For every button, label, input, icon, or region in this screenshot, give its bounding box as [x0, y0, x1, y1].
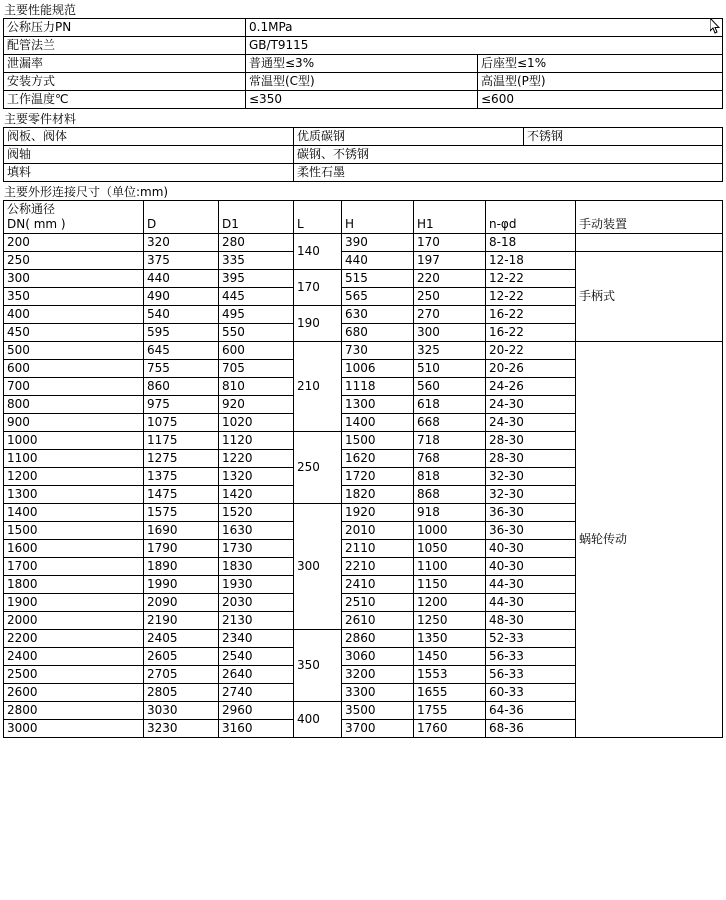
cell-dn: 1800	[4, 576, 144, 594]
cell-d1: 1730	[219, 540, 294, 558]
column-header: L	[294, 201, 342, 234]
table-row	[4, 146, 723, 164]
cell-h: 3200	[342, 666, 414, 684]
cell-h: 440	[342, 252, 414, 270]
cell-h1: 1760	[414, 720, 486, 738]
cell-l: 400	[294, 702, 342, 738]
cell-d1: 810	[219, 378, 294, 396]
cell-d: 1690	[144, 522, 219, 540]
cell-h1: 510	[414, 360, 486, 378]
cell-d1: 2960	[219, 702, 294, 720]
spec-label: 安装方式	[4, 73, 246, 91]
cell-nd: 20-22	[486, 342, 576, 360]
cell-d1: 2030	[219, 594, 294, 612]
cell-d: 1275	[144, 450, 219, 468]
cell-nd: 60-33	[486, 684, 576, 702]
cell-d1: 2740	[219, 684, 294, 702]
cell-h1: 818	[414, 468, 486, 486]
cell-h: 2410	[342, 576, 414, 594]
cell-dn: 2500	[4, 666, 144, 684]
material-section-title: 主要零件材料	[4, 112, 77, 126]
column-header: 公称通径 DN( mm )	[4, 201, 144, 234]
cell-h: 730	[342, 342, 414, 360]
cell-nd: 56-33	[486, 648, 576, 666]
cell-l: 190	[294, 306, 342, 342]
cell-dn: 1300	[4, 486, 144, 504]
cell-dn: 800	[4, 396, 144, 414]
cell-h: 2010	[342, 522, 414, 540]
spec-section-title: 主要性能规范	[4, 3, 77, 17]
cell-dn: 3000	[4, 720, 144, 738]
column-header: H1	[414, 201, 486, 234]
cell-d1: 705	[219, 360, 294, 378]
table-row	[4, 252, 723, 270]
spec-value: 常温型(C型)	[246, 73, 478, 91]
cell-h: 680	[342, 324, 414, 342]
cell-h1: 1655	[414, 684, 486, 702]
cell-h1: 668	[414, 414, 486, 432]
cell-d1: 2130	[219, 612, 294, 630]
cell-nd: 16-22	[486, 306, 576, 324]
cell-d1: 920	[219, 396, 294, 414]
cell-dn: 900	[4, 414, 144, 432]
material-value: 碳钢、不锈钢	[294, 146, 723, 164]
cell-nd: 24-30	[486, 396, 576, 414]
cell-h1: 560	[414, 378, 486, 396]
column-header: H	[342, 201, 414, 234]
cell-dn: 2000	[4, 612, 144, 630]
spec-value: 高温型(P型)	[478, 73, 723, 91]
cell-dn: 600	[4, 360, 144, 378]
cell-d1: 1930	[219, 576, 294, 594]
spec-value: GB/T9115	[246, 37, 723, 55]
cell-h: 390	[342, 234, 414, 252]
cell-d: 3030	[144, 702, 219, 720]
column-header: D	[144, 201, 219, 234]
cell-nd: 68-36	[486, 720, 576, 738]
cell-h: 1500	[342, 432, 414, 450]
cell-nd: 8-18	[486, 234, 576, 252]
cell-d: 320	[144, 234, 219, 252]
cell-dn: 300	[4, 270, 144, 288]
cell-dn: 450	[4, 324, 144, 342]
spec-value: ≤600	[478, 91, 723, 109]
dimension-table-body	[4, 201, 723, 738]
cell-nd: 24-26	[486, 378, 576, 396]
cell-dn: 1700	[4, 558, 144, 576]
cell-nd: 16-22	[486, 324, 576, 342]
dimension-table	[3, 200, 723, 738]
cell-dn: 700	[4, 378, 144, 396]
cell-l: 250	[294, 432, 342, 504]
cell-h: 1300	[342, 396, 414, 414]
cell-d1: 1520	[219, 504, 294, 522]
spec-label: 泄漏率	[4, 55, 246, 73]
cell-h1: 250	[414, 288, 486, 306]
cell-d1: 495	[219, 306, 294, 324]
cell-nd: 44-30	[486, 576, 576, 594]
cell-d: 595	[144, 324, 219, 342]
cell-d: 540	[144, 306, 219, 324]
cell-h1: 1250	[414, 612, 486, 630]
cell-d1: 335	[219, 252, 294, 270]
cell-nd: 12-22	[486, 288, 576, 306]
cell-dn: 2600	[4, 684, 144, 702]
cell-h: 515	[342, 270, 414, 288]
material-label: 阀板、阀体	[4, 128, 294, 146]
cell-d: 1575	[144, 504, 219, 522]
cell-d1: 2640	[219, 666, 294, 684]
spec-value: 后座型≤1%	[478, 55, 723, 73]
cell-dn: 250	[4, 252, 144, 270]
cell-dn: 1900	[4, 594, 144, 612]
cell-d: 1475	[144, 486, 219, 504]
table-row	[4, 19, 723, 37]
cell-d: 2405	[144, 630, 219, 648]
cell-h1: 1150	[414, 576, 486, 594]
cell-h1: 300	[414, 324, 486, 342]
column-header: D1	[219, 201, 294, 234]
cell-d1: 2340	[219, 630, 294, 648]
spec-label: 公称压力PN	[4, 19, 246, 37]
cell-h1: 768	[414, 450, 486, 468]
cell-d1: 1420	[219, 486, 294, 504]
cell-h: 565	[342, 288, 414, 306]
cell-d1: 1120	[219, 432, 294, 450]
cell-h: 2210	[342, 558, 414, 576]
cell-d1: 3160	[219, 720, 294, 738]
material-value: 优质碳钢	[294, 128, 524, 146]
cell-d: 1890	[144, 558, 219, 576]
cell-d: 755	[144, 360, 219, 378]
cell-d: 440	[144, 270, 219, 288]
cell-d1: 1630	[219, 522, 294, 540]
cell-nd: 64-36	[486, 702, 576, 720]
material-label: 填料	[4, 164, 294, 182]
column-header: n-φd	[486, 201, 576, 234]
spec-value: 0.1MPa	[246, 19, 723, 37]
cell-d1: 1830	[219, 558, 294, 576]
cell-h: 2110	[342, 540, 414, 558]
cell-h1: 1100	[414, 558, 486, 576]
cell-nd: 28-30	[486, 450, 576, 468]
cell-nd: 20-26	[486, 360, 576, 378]
cell-d1: 395	[219, 270, 294, 288]
spec-label: 配管法兰	[4, 37, 246, 55]
cell-h: 2510	[342, 594, 414, 612]
cell-dn: 2400	[4, 648, 144, 666]
material-value: 不锈钢	[524, 128, 723, 146]
cell-dn: 400	[4, 306, 144, 324]
cell-h1: 325	[414, 342, 486, 360]
dimension-section-title: 主要外形连接尺寸（单位:mm)	[4, 185, 169, 199]
cell-nd: 12-18	[486, 252, 576, 270]
cell-d1: 1020	[219, 414, 294, 432]
cell-nd: 52-33	[486, 630, 576, 648]
cell-h: 3060	[342, 648, 414, 666]
cell-l: 300	[294, 504, 342, 630]
cell-d1: 550	[219, 324, 294, 342]
mouse-pointer-icon	[710, 18, 720, 34]
cell-drive: 蜗轮传动	[576, 342, 723, 738]
cell-l: 210	[294, 342, 342, 432]
cell-h1: 197	[414, 252, 486, 270]
cell-nd: 44-30	[486, 594, 576, 612]
cell-dn: 1500	[4, 522, 144, 540]
cell-h1: 220	[414, 270, 486, 288]
cell-nd: 24-30	[486, 414, 576, 432]
cell-nd: 32-30	[486, 468, 576, 486]
cell-drive	[576, 234, 723, 252]
cell-h1: 918	[414, 504, 486, 522]
cell-d1: 600	[219, 342, 294, 360]
spec-value: ≤350	[246, 91, 478, 109]
cell-dn: 500	[4, 342, 144, 360]
cell-l: 170	[294, 270, 342, 306]
cell-dn: 200	[4, 234, 144, 252]
cell-d: 645	[144, 342, 219, 360]
cell-d: 2805	[144, 684, 219, 702]
table-row	[4, 234, 723, 252]
spec-label: 工作温度℃	[4, 91, 246, 109]
cell-h1: 1350	[414, 630, 486, 648]
cell-dn: 1000	[4, 432, 144, 450]
cell-d: 2190	[144, 612, 219, 630]
cell-d: 1075	[144, 414, 219, 432]
cell-d: 1375	[144, 468, 219, 486]
cell-h1: 1450	[414, 648, 486, 666]
cell-d: 975	[144, 396, 219, 414]
cell-d: 2605	[144, 648, 219, 666]
cell-h: 1620	[342, 450, 414, 468]
cell-h: 1920	[342, 504, 414, 522]
cell-d: 490	[144, 288, 219, 306]
cell-nd: 48-30	[486, 612, 576, 630]
cell-h1: 718	[414, 432, 486, 450]
cell-h1: 618	[414, 396, 486, 414]
cell-nd: 40-30	[486, 558, 576, 576]
cell-d: 2090	[144, 594, 219, 612]
table-row	[4, 128, 723, 146]
cell-dn: 2200	[4, 630, 144, 648]
cell-h1: 1050	[414, 540, 486, 558]
cell-h: 3500	[342, 702, 414, 720]
cell-d1: 280	[219, 234, 294, 252]
performance-spec-body	[4, 19, 723, 109]
cell-nd: 40-30	[486, 540, 576, 558]
cell-nd: 36-30	[486, 504, 576, 522]
cell-h1: 270	[414, 306, 486, 324]
table-row	[4, 55, 723, 73]
cell-h: 1118	[342, 378, 414, 396]
cell-h: 3700	[342, 720, 414, 738]
cell-dn: 1100	[4, 450, 144, 468]
table-row	[4, 73, 723, 91]
cell-h: 1820	[342, 486, 414, 504]
cell-d: 375	[144, 252, 219, 270]
material-table	[3, 127, 723, 182]
cell-d1: 1220	[219, 450, 294, 468]
table-row	[4, 91, 723, 109]
cell-d: 1990	[144, 576, 219, 594]
cell-nd: 56-33	[486, 666, 576, 684]
cell-dn: 1600	[4, 540, 144, 558]
cell-nd: 28-30	[486, 432, 576, 450]
column-header: 手动装置	[576, 201, 723, 234]
table-row	[4, 164, 723, 182]
spec-value: 普通型≤3%	[246, 55, 478, 73]
cell-h1: 1200	[414, 594, 486, 612]
cell-drive: 手柄式	[576, 252, 723, 342]
cell-h1: 1000	[414, 522, 486, 540]
cell-dn: 1200	[4, 468, 144, 486]
material-value: 柔性石墨	[294, 164, 723, 182]
cell-h: 1400	[342, 414, 414, 432]
cell-h: 2860	[342, 630, 414, 648]
cell-dn: 350	[4, 288, 144, 306]
cell-h: 1720	[342, 468, 414, 486]
cell-h: 1006	[342, 360, 414, 378]
material-label: 阀轴	[4, 146, 294, 164]
performance-spec-table	[3, 18, 723, 109]
cell-h1: 170	[414, 234, 486, 252]
cell-h: 3300	[342, 684, 414, 702]
cell-d1: 445	[219, 288, 294, 306]
cell-dn: 2800	[4, 702, 144, 720]
cell-h: 2610	[342, 612, 414, 630]
cell-l: 140	[294, 234, 342, 270]
cell-nd: 32-30	[486, 486, 576, 504]
table-row	[4, 342, 723, 360]
cell-d1: 1320	[219, 468, 294, 486]
cell-nd: 12-22	[486, 270, 576, 288]
cell-d1: 2540	[219, 648, 294, 666]
cell-dn: 1400	[4, 504, 144, 522]
cell-d: 860	[144, 378, 219, 396]
cell-h1: 868	[414, 486, 486, 504]
table-header-row	[4, 201, 723, 234]
cell-l: 350	[294, 630, 342, 702]
cell-d: 3230	[144, 720, 219, 738]
cell-nd: 36-30	[486, 522, 576, 540]
cell-h1: 1553	[414, 666, 486, 684]
cell-h: 630	[342, 306, 414, 324]
table-row	[4, 37, 723, 55]
cell-h1: 1755	[414, 702, 486, 720]
cell-d: 2705	[144, 666, 219, 684]
cell-d: 1790	[144, 540, 219, 558]
material-table-body	[4, 128, 723, 182]
cell-d: 1175	[144, 432, 219, 450]
